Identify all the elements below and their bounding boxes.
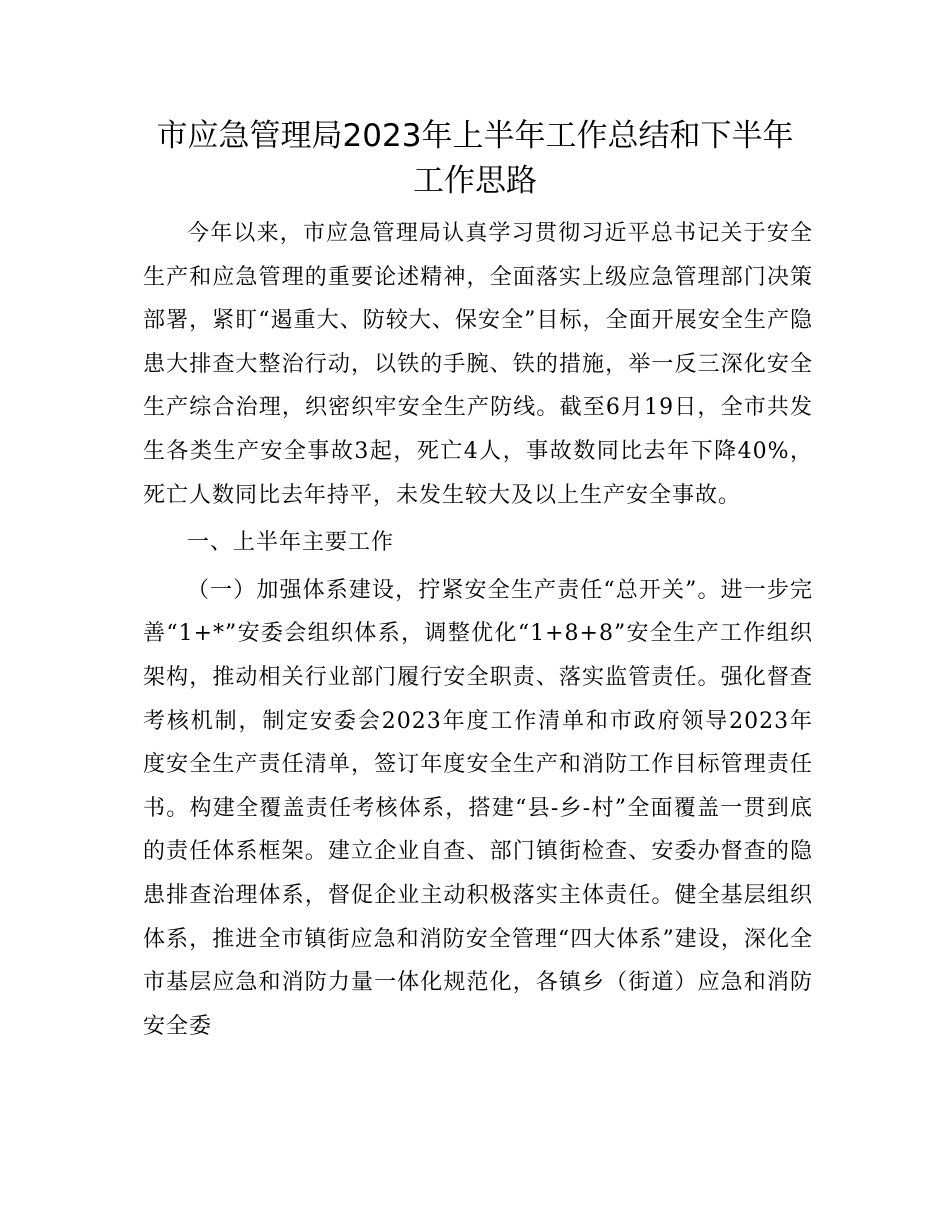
document-title-line-2: 工作思路	[413, 163, 537, 199]
section-paragraph: （一）加强体系建设，拧紧安全生产责任“总开关”。进一步完善“1+*”安委会组织体系，调整优化“1+8+8”安全生产工作组织架构，推动相关行业部门履行安全职责、落实监管责任。强化督查考核机制，制定安委会2023年度工作清单和市政府领导2023年度安全生产责任清单，签订年度安全生产和消防工作目标管理责任书。构建全覆盖责任考核体系，搭建“县-乡-村”全面覆盖一贯到底的责任体系框架。建立企业自查、部门镇街检查、安委办督查的隐患排查治理体系，督促企业主动积极落实主体责任。健全基层组织体系，推进全市镇街应急和消防安全管理“四大体系”建设，深化全市基层应急和消防力量一体化规范化，各镇乡（街道）应急和消防安全委	[143, 577, 813, 1039]
section-heading: 一、上半年主要工作	[187, 530, 395, 556]
document-body	[143, 212, 813, 1048]
intro-paragraph: 今年以来，市应急管理局认真学习贯彻习近平总书记关于安全生产和应急管理的重要论述精神，全面落实上级应急管理部门决策部署，紧盯“遏重大、防较大、保安全”目标，全面开展安全生产隐患大排查大整治行动，以铁的手腕、铁的措施，举一反三深化安全生产综合治理，织密织牢安全生产防线。截至6月19日，全市共发生各类生产安全事故3起，死亡4人，事故数同比去年下降40%，死亡人数同比去年持平，未发生较大及以上生产安全事故。	[143, 221, 813, 508]
document-title-line-1: 市应急管理局2023年上半年工作总结和下半年	[156, 118, 794, 154]
